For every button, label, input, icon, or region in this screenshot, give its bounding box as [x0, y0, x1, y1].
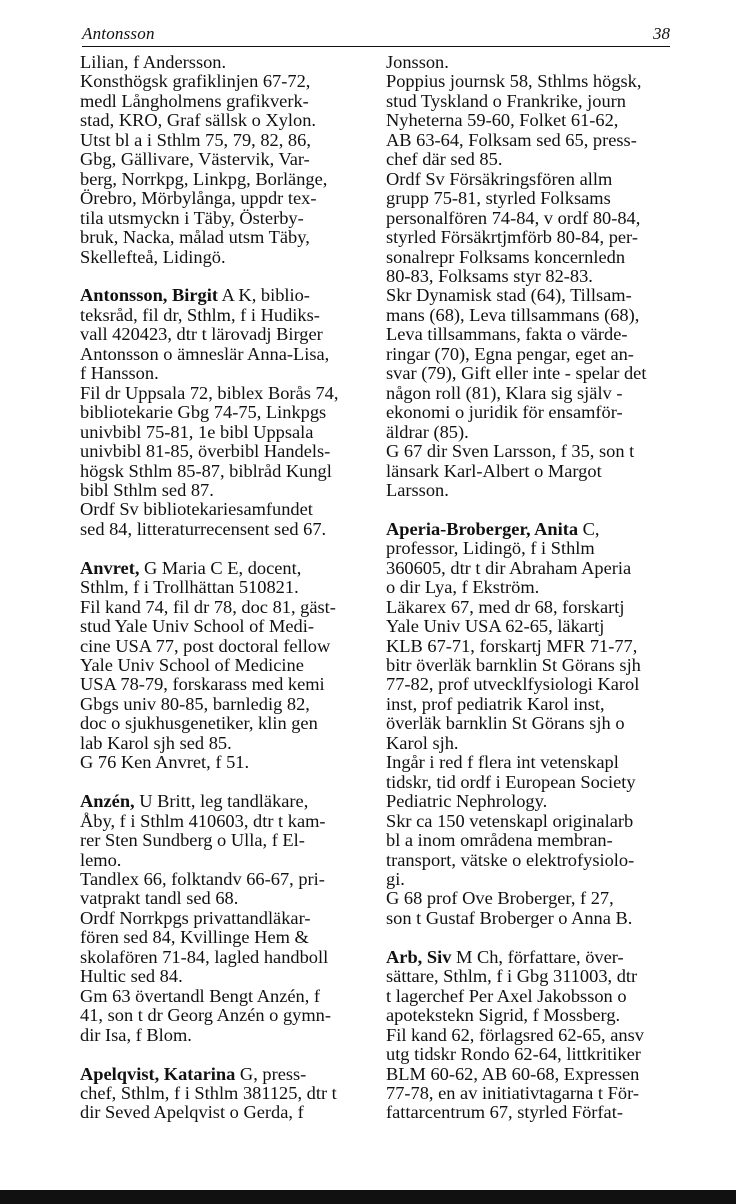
text-line: [386, 559, 682, 578]
line-text: M Ch, författare, över-: [451, 946, 624, 967]
text-line: [80, 384, 370, 403]
line-text: tila utsmyckn i Täby, Österby-: [80, 207, 304, 228]
text-line: [80, 559, 370, 578]
line-text: skolafören 71-84, lagled handboll: [80, 946, 329, 967]
line-text: ekonomi o juridik för ensamför-: [386, 402, 623, 423]
text-line: [80, 578, 370, 597]
entry-gap: [80, 267, 370, 286]
line-text: Utst bl a i Sthlm 75, 79, 82, 86,: [80, 129, 311, 150]
line-text: 360605, dtr t dir Abraham Aperia: [386, 557, 632, 578]
line-text: f Hansson.: [80, 363, 159, 384]
line-text: Yale Univ USA 62-65, läkartj: [386, 616, 605, 637]
text-line: [386, 131, 682, 150]
line-text: G 68 prof Ove Broberger, f 27,: [386, 888, 614, 909]
text-line: [386, 1103, 682, 1122]
text-line: [386, 189, 682, 208]
text-line: [386, 111, 682, 130]
text-line: [386, 462, 682, 481]
line-text: 77-82, prof utvecklfysiologi Karol: [386, 674, 640, 695]
line-text: Pediatric Nephrology.: [386, 791, 548, 812]
text-line: [386, 675, 682, 694]
text-line: [80, 481, 370, 500]
line-text: Gbgs univ 80-85, barnledig 82,: [80, 693, 310, 714]
text-line: [80, 851, 370, 870]
line-text: stud Tyskland o Frankrike, journ: [386, 90, 626, 111]
text-line: [386, 773, 682, 792]
line-text: Yale Univ School of Medicine: [80, 655, 304, 676]
text-line: [386, 442, 682, 461]
line-text: medl Långholmens grafikverk-: [80, 90, 309, 111]
text-line: [386, 306, 682, 325]
line-text: Örebro, Mörbylånga, uppdr tex-: [80, 188, 317, 209]
entry-name: Anvret,: [80, 557, 140, 578]
line-text: Åby, f i Sthlm 410603, dtr t kam-: [80, 810, 326, 831]
text-line: [386, 72, 682, 91]
text-line: [80, 364, 370, 383]
line-text: bl a inom områdena membran-: [386, 830, 613, 851]
text-line: [80, 792, 370, 811]
line-text: ringar (70), Egna pengar, eget an-: [386, 343, 634, 364]
line-text: sonalrepr Folksams koncernledn: [386, 246, 626, 267]
line-text: grupp 75-81, styrled Folksams: [386, 188, 611, 209]
text-line: [80, 637, 370, 656]
text-line: [386, 539, 682, 558]
text-line: [80, 1065, 370, 1084]
line-text: bitr överläk barnklin St Görans sjh: [386, 655, 641, 676]
text-line: [80, 695, 370, 714]
line-text: Skellefteå, Lidingö.: [80, 246, 226, 267]
text-line: [80, 987, 370, 1006]
line-text: överläk barnklin St Görans sjh o: [386, 713, 625, 734]
text-line: [386, 695, 682, 714]
page-number: 38: [653, 24, 670, 43]
line-text: KLB 67-71, forskartj MFR 71-77,: [386, 635, 638, 656]
line-text: G 67 dir Sven Larsson, f 35, son t: [386, 441, 635, 462]
line-text: 41, son t dr Georg Anzén o gymn-: [80, 1005, 331, 1026]
text-line: [386, 870, 682, 889]
line-text: G 76 Ken Anvret, f 51.: [80, 752, 250, 773]
text-line: [386, 248, 682, 267]
text-line: [80, 948, 370, 967]
text-line: [386, 1084, 682, 1103]
line-text: mans (68), Leva tillsammans (68),: [386, 304, 640, 325]
text-line: [386, 909, 682, 928]
line-text: Ordf Norrkpgs privattandläkar-: [80, 907, 311, 928]
line-text: dir Isa, f Blom.: [80, 1024, 192, 1045]
text-line: [386, 714, 682, 733]
text-line: [80, 72, 370, 91]
line-text: Skr ca 150 vetenskapl originalarb: [386, 810, 634, 831]
line-text: länsark Karl-Albert o Margot: [386, 460, 602, 481]
text-line: [80, 306, 370, 325]
line-text: professor, Lidingö, f i Sthlm: [386, 538, 595, 559]
text-line: [80, 1103, 370, 1122]
text-line: [386, 267, 682, 286]
text-line: [386, 228, 682, 247]
line-text: högsk Sthlm 85-87, biblråd Kungl: [80, 460, 332, 481]
line-text: 77-78, en av initiativtagarna t För-: [386, 1082, 639, 1103]
line-text: rer Sten Sundberg o Ulla, f El-: [80, 830, 305, 851]
text-line: [386, 345, 682, 364]
line-text: fören sed 84, Kvillinge Hem &: [80, 927, 309, 948]
text-line: [386, 403, 682, 422]
text-line: [80, 442, 370, 461]
text-line: [80, 909, 370, 928]
text-line: [80, 150, 370, 169]
line-text: vatprakt tandl sed 68.: [80, 888, 239, 909]
line-text: gi.: [386, 869, 405, 890]
line-text: A K, biblio-: [217, 285, 310, 306]
line-text: Leva tillsammans, fakta o värde-: [386, 324, 628, 345]
text-line: [80, 111, 370, 130]
line-text: Ordf Sv bibliotekariesamfundet: [80, 499, 313, 520]
line-text: doc o sjukhusgenetiker, klin gen: [80, 713, 318, 734]
text-line: [80, 286, 370, 305]
text-line: [386, 987, 682, 1006]
text-line: [386, 734, 682, 753]
text-line: [80, 675, 370, 694]
line-text: utg tidskr Rondo 62-64, littkritiker: [386, 1044, 641, 1065]
text-line: [386, 656, 682, 675]
line-text: Skr Dynamisk stad (64), Tillsam-: [386, 285, 632, 306]
line-text: sed 84, litteraturrecensent sed 67.: [80, 518, 327, 539]
text-line: [386, 792, 682, 811]
line-text: stad, KRO, Graf sällsk o Xylon.: [80, 110, 316, 131]
line-text: univbibl 75-81, 1e bibl Uppsala: [80, 421, 314, 442]
text-line: [386, 617, 682, 636]
text-line: [386, 967, 682, 986]
entry-gap: [80, 1045, 370, 1064]
entry-name: Apelqvist, Katarina: [80, 1063, 236, 1084]
line-text: cine USA 77, post doctoral fellow: [80, 635, 331, 656]
text-line: [80, 1006, 370, 1025]
line-text: personalfören 74-84, v ordf 80-84,: [386, 207, 641, 228]
text-line: [80, 870, 370, 889]
text-line: [80, 189, 370, 208]
line-text: Antonsson o ämneslär Anna-Lisa,: [80, 343, 330, 364]
text-line: [80, 889, 370, 908]
text-line: [386, 1065, 682, 1084]
line-text: o dir Lya, f Ekström.: [386, 577, 540, 598]
line-text: sättare, Sthlm, f i Gbg 311003, dtr: [386, 966, 638, 987]
entry-gap: [80, 773, 370, 792]
text-line: [386, 209, 682, 228]
text-line: [386, 150, 682, 169]
line-text: son t Gustaf Broberger o Anna B.: [386, 907, 633, 928]
text-line: [386, 1045, 682, 1064]
page-header: [82, 24, 670, 47]
line-text: univbibl 81-85, överbibl Handels-: [80, 441, 331, 462]
line-text: BLM 60-62, AB 60-68, Expressen: [386, 1063, 640, 1084]
entry-gap: [386, 928, 682, 947]
line-text: AB 63-64, Folksam sed 65, press-: [386, 129, 637, 150]
text-line: [80, 53, 370, 72]
line-text: Lilian, f Andersson.: [80, 52, 227, 72]
line-text: Fil kand 74, fil dr 78, doc 81, gäst-: [80, 596, 336, 617]
text-line: [386, 423, 682, 442]
text-line: [386, 481, 682, 500]
text-line: [386, 1006, 682, 1025]
left-column: [80, 53, 370, 1123]
line-text: Gm 63 övertandl Bengt Anzén, f: [80, 985, 321, 1006]
line-text: bruk, Nacka, målad utsm Täby,: [80, 227, 310, 248]
line-text: Ordf Sv Försäkringsfören allm: [386, 168, 613, 189]
line-text: USA 78-79, forskarass med kemi: [80, 674, 325, 695]
line-text: bibliotekarie Gbg 74-75, Linkpgs: [80, 402, 327, 423]
text-line: [386, 578, 682, 597]
text-line: [80, 209, 370, 228]
text-line: [386, 53, 682, 72]
text-line: [386, 92, 682, 111]
text-line: [80, 403, 370, 422]
text-line: [386, 1026, 682, 1045]
text-line: [386, 520, 682, 539]
line-text: styrled Försäkrtjmförb 80-84, per-: [386, 227, 638, 248]
line-text: fattarcentrum 67, styrled Förfat-: [386, 1102, 623, 1123]
line-text: Konsthögsk grafiklinjen 67-72,: [80, 71, 311, 92]
line-text: apotekstekn Sigrid, f Mossberg.: [386, 1005, 621, 1026]
line-text: bibl Sthlm sed 87.: [80, 479, 214, 500]
text-line: [386, 831, 682, 850]
line-text: G Maria C E, docent,: [139, 557, 302, 578]
line-text: Fil dr Uppsala 72, biblex Borås 74,: [80, 382, 339, 403]
text-line: [80, 92, 370, 111]
running-head: Antonsson: [82, 24, 155, 43]
text-line: [386, 170, 682, 189]
text-line: [80, 1026, 370, 1045]
line-text: berg, Norrkpg, Linkpg, Borlänge,: [80, 168, 328, 189]
bottom-edge-bar: [0, 1190, 736, 1204]
line-text: Gbg, Gällivare, Västervik, Var-: [80, 149, 310, 170]
text-line: [80, 131, 370, 150]
line-text: Poppius journsk 58, Sthlms högsk,: [386, 71, 642, 92]
text-line: [80, 617, 370, 636]
entry-gap: [80, 539, 370, 558]
line-text: Hultic sed 84.: [80, 966, 183, 987]
line-text: chef, Sthlm, f i Sthlm 381125, dtr t: [80, 1082, 337, 1103]
text-line: [386, 598, 682, 617]
text-line: [386, 325, 682, 344]
line-text: svar (79), Gift eller inte - spelar det: [386, 363, 647, 384]
line-text: stud Yale Univ School of Medi-: [80, 616, 314, 637]
text-line: [80, 734, 370, 753]
text-line: [386, 948, 682, 967]
entry-gap: [386, 500, 682, 519]
line-text: vall 420423, dtr t lärovadj Birger: [80, 324, 323, 345]
line-text: dir Seved Apelqvist o Gerda, f: [80, 1102, 304, 1123]
entry-name: Arb, Siv: [386, 946, 452, 967]
line-text: t lagerchef Per Axel Jakobsson o: [386, 985, 627, 1006]
text-line: [386, 364, 682, 383]
text-line: [386, 812, 682, 831]
text-line: [80, 228, 370, 247]
text-line: [80, 325, 370, 344]
text-line: [80, 656, 370, 675]
text-line: [80, 928, 370, 947]
entry-name: Antonsson, Birgit: [80, 285, 218, 306]
line-text: äldrar (85).: [386, 421, 469, 442]
text-line: [80, 714, 370, 733]
line-text: C,: [578, 518, 600, 539]
line-text: Ingår i red f flera int vetenskapl: [386, 752, 619, 773]
entry-name: Aperia-Broberger, Anita: [386, 518, 579, 539]
line-text: transport, vätske o elektrofysiolo-: [386, 849, 635, 870]
text-line: [386, 286, 682, 305]
line-text: Tandlex 66, folktandv 66-67, pri-: [80, 868, 325, 889]
text-line: [80, 170, 370, 189]
line-text: någon roll (81), Klara sig själv -: [386, 382, 623, 403]
line-text: Larsson.: [386, 479, 449, 500]
line-text: lemo.: [80, 849, 122, 870]
text-line: [80, 598, 370, 617]
line-text: G, press-: [235, 1063, 307, 1084]
line-text: Sthlm, f i Trollhättan 510821.: [80, 577, 299, 598]
line-text: tidskr, tid ordf i European Society: [386, 771, 636, 792]
line-text: lab Karol sjh sed 85.: [80, 732, 232, 753]
line-text: chef där sed 85.: [386, 149, 503, 170]
line-text: Fil kand 62, förlagsred 62-65, ansv: [386, 1024, 644, 1045]
text-line: [386, 753, 682, 772]
text-line: [80, 753, 370, 772]
line-text: 80-83, Folksams styr 82-83.: [386, 265, 593, 286]
line-text: Nyheterna 59-60, Folket 61-62,: [386, 110, 619, 131]
text-line: [386, 637, 682, 656]
text-line: [80, 248, 370, 267]
text-line: [80, 345, 370, 364]
line-text: U Britt, leg tandläkare,: [134, 791, 309, 812]
line-text: inst, prof pediatrik Karol inst,: [386, 693, 605, 714]
text-line: [386, 384, 682, 403]
text-line: [80, 831, 370, 850]
line-text: teksråd, fil dr, Sthlm, f i Hudiks-: [80, 304, 320, 325]
text-line: [386, 851, 682, 870]
text-line: [80, 812, 370, 831]
text-line: [80, 462, 370, 481]
line-text: Jonsson.: [386, 52, 449, 72]
text-line: [80, 423, 370, 442]
text-line: [80, 967, 370, 986]
line-text: Läkarex 67, med dr 68, forskartj: [386, 596, 625, 617]
line-text: Karol sjh.: [386, 732, 459, 753]
text-line: [386, 889, 682, 908]
entry-name: Anzén,: [80, 791, 135, 812]
text-line: [80, 500, 370, 519]
text-line: [80, 1084, 370, 1103]
right-column: [386, 53, 682, 1123]
text-line: [80, 520, 370, 539]
